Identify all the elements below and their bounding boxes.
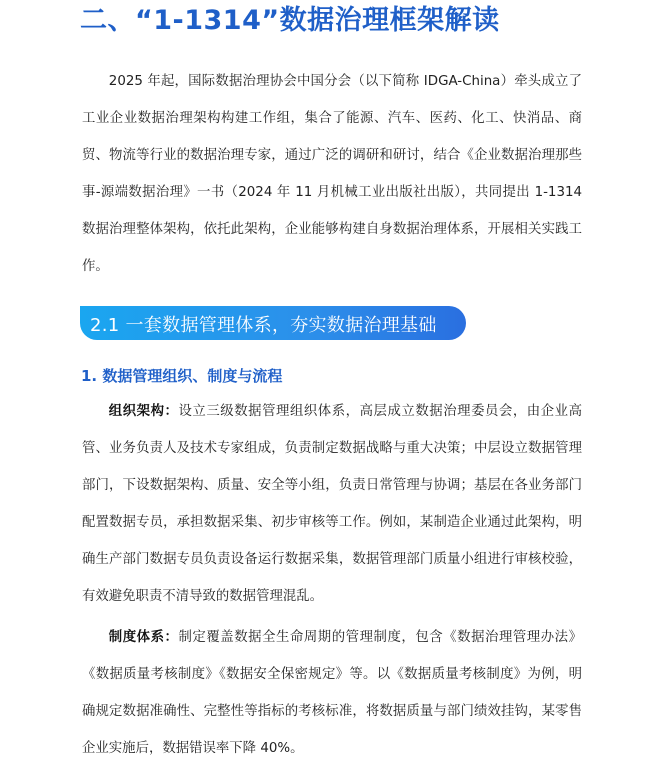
org-structure-text: 设立三级数据管理组织体系，高层成立数据治理委员会，由企业高管、业务负责人及技术专家组成，负责制定数据战略与重大决策；中层设立数据管理部门，下设数据架构、质量、安全等小组，负责日常管理与协调；基层在各业务部门配置数据专员，承担数据采集、初步审核等工作。例如，某制造企业通过此架构，明确生产部门数据专员负责设备运行数据采集，数据管理部门质量小组进行审核校验，有效避免职责不清导致的数据管理混乱。 <box>82 404 583 604</box>
subsection-title: 1. 数据管理组织、制度与流程 <box>81 367 283 385</box>
section-banner <box>80 306 466 340</box>
org-structure-paragraph <box>82 393 582 615</box>
intro-paragraph: 2025 年起，国际数据治理协会中国分会（以下简称 IDGA-China）牵头成立了工业企业数据治理架构构建工作组，集合了能源、汽车、医药、化工、快消品、商贸、物流等行业的数据治理专家，通过广泛的调研和研讨，结合《企业数据治理那些事-源端数据治理》一书（2024 年 11 月机械工业出版社出版），共同提出 1-1314 数据治理整体架构，依托此架构，企业能够构建自身数据治理体系，开展相关实践工作。 <box>82 74 582 274</box>
page-title: 二、“1-1314”数据治理框架解读 <box>80 5 500 36</box>
org-structure-lead: 组织架构： <box>108 404 179 419</box>
policy-system-text: 制定覆盖数据全生命周期的管理制度，包含《数据治理管理办法》《数据质量考核制度》《数据安全保密规定》等。以《数据质量考核制度》为例，明确规定数据准确性、完整性等指标的考核标准，将数据质量与部门绩效挂钩，某零售企业实施后，数据错误率下降 40%。 <box>82 630 583 756</box>
policy-system-paragraph <box>82 619 582 767</box>
section-title: 2.1 一套数据管理体系，夯实数据治理基础 <box>90 315 437 336</box>
policy-system-lead: 制度体系： <box>108 630 179 645</box>
